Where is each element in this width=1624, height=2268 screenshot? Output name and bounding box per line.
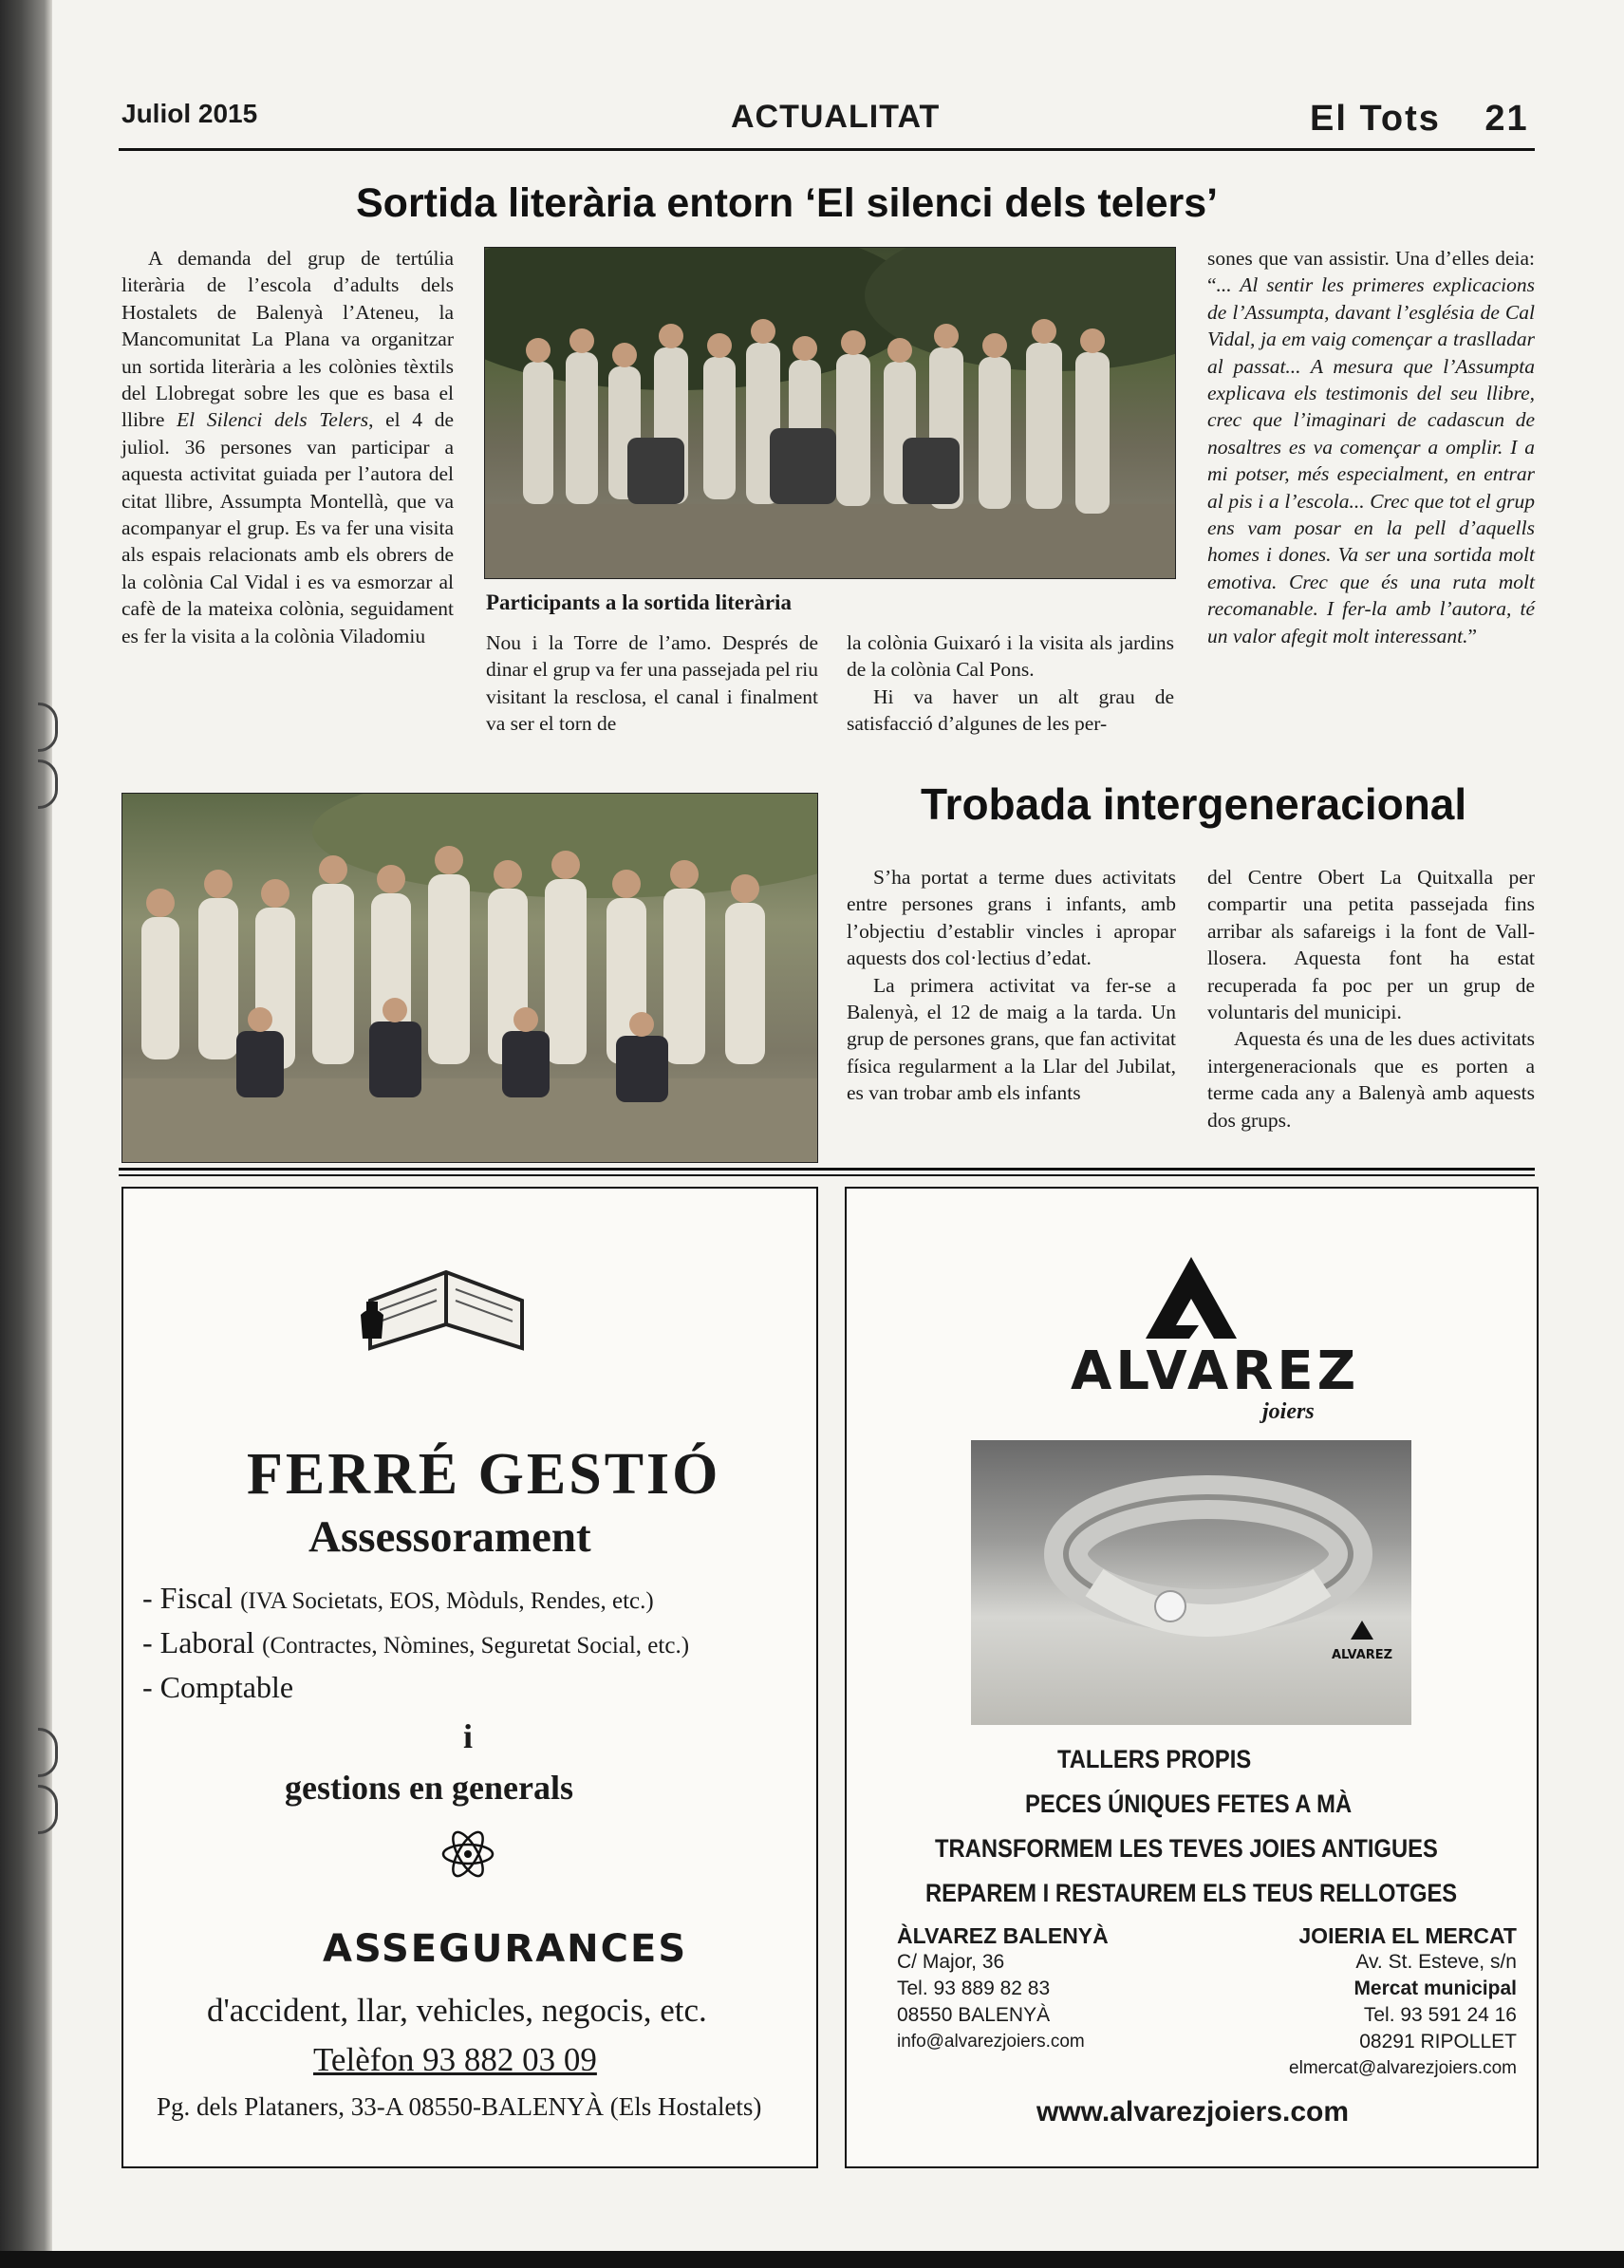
insurance-title: ASSEGURANCES — [323, 1927, 688, 1971]
slogan-2: PECES ÚNIQUES FETES A MÀ — [1025, 1790, 1353, 1818]
magazine-name — [1310, 99, 1529, 140]
ring-photo — [971, 1440, 1411, 1725]
article-1-text-a: A demanda del grup de tertúlia literària de l’escola d’adults dels Hostalets de Balenyà l’Ateneu, la Mancomunitat La Plana va organitzar un sortida literària a les colònies tèxtils del Llobregat sobre les que es basa el llibre — [121, 247, 454, 432]
ferre-phone: Telèfon 93 882 03 09 — [313, 2041, 597, 2078]
article-2-left-p2: La primera activitat va fer-se a Balenyà, el 12 de maig a la tarda. Un grup de persones grans, que fan activitat física regularment a la Llar del Jubilat, es van trobar amb els infants — [847, 973, 1176, 1105]
article-2-right-p2: Aquesta és una de les dues activitats intergeneracionals que es porten a terme cada any a Balenyà amb aquests dos grups. — [1207, 1027, 1535, 1132]
article-1-column-4 — [1207, 245, 1535, 649]
binding-hole — [38, 759, 58, 809]
alvarez-brand-sub: joiers — [1262, 1399, 1315, 1424]
shop-ripollet — [1198, 1922, 1517, 2082]
article-2-column-2 — [1207, 864, 1535, 1134]
page-bottom-edge — [0, 2251, 1624, 2268]
article-2-right-p1: del Centre Obert La Quitxalla per compartir una petita passejada fins arribar als safareigs i la font de Vall-llosera. Aquesta font ha estat recuperada fa poc per un grup de voluntaris del municipi. — [1207, 866, 1535, 1024]
quote-text: ... Al sentir les primeres explicacions de l’Assumpta, davant l’església de Cal Vidal, ja em vaig començar a traslladar al passat... A mesura que l’Assumpta explicava els testimonis del seu llibre, crec que l’imaginari de cadascun de nosaltres es va començar a omplir. I a mi potser, més especialment, en entrar al pis i a l’escola... Crec que tot el grup ens vam posar en la pell d’aquells homes i dones. Va ser una sortida molt emotiva. Crec que és una ruta molt recomanable. I fer-la amb l’autora, té un valor afegit molt interessant. — [1207, 273, 1535, 647]
service-fiscal — [142, 1581, 654, 1616]
article-2-photo — [121, 793, 818, 1163]
slogan-4: REPAREM I RESTAUREM ELS TEUS RELLOTGES — [925, 1879, 1458, 1907]
shop-email: info@alvarezjoiers.com — [897, 2032, 1085, 2052]
article-1-col3-p2: Hi va haver un alt grau de satisfacció d’algunes de les per- — [847, 684, 1174, 736]
ferre-gestio-name: FERRÉ GESTIÓ — [247, 1442, 721, 1507]
alvarez-logo-icon — [1144, 1255, 1239, 1340]
service-detail: (IVA Societats, EOS, Mòduls, Rendes, etc.) — [240, 1588, 654, 1614]
service-name: - Laboral — [142, 1625, 263, 1659]
shop-email: elmercat@alvarezjoiers.com — [1289, 2058, 1517, 2078]
quote-close: ” — [1467, 624, 1478, 647]
quote-intro: sones que van assistir. Una d’elles deia: “ — [1207, 247, 1535, 297]
page-number: 21 — [1484, 99, 1529, 139]
magazine-title: El Tots — [1310, 99, 1441, 139]
header-rule — [119, 148, 1535, 151]
atom-icon — [439, 1821, 496, 1887]
section-rule — [119, 1168, 1535, 1171]
article-1-text-b: , el 4 de juliol. 36 persones van participar a aquesta activitat guiada per l’autora del citat llibre, Assumpta Montellà, que va acompanyar el grup. Es va fer una visita als espais relacionats amb els obrers de la colònia Cal Vidal i es va esmorzar al cafè de la mateixa colònia, seguidament es fer la visita a la colònia Viladomiu — [121, 408, 455, 647]
alvarez-brand: ALVAREZ — [1071, 1340, 1360, 1402]
article-1-column-2 — [486, 629, 818, 738]
insurance-types: d'accident, llar, vehicles, negocis, etc. — [207, 1992, 707, 2029]
article-1-col3-text: la colònia Guixaró i la visita als jardins de la colònia Cal Pons. — [847, 631, 1174, 682]
service-comptable: - Comptable — [142, 1670, 294, 1704]
service-laboral — [142, 1625, 689, 1660]
ferre-address: Pg. dels Plataners, 33-A 08550-BALENYÀ (Els Hostalets) — [157, 2092, 762, 2121]
shop-city: 08291 RIPOLLET — [1359, 2031, 1517, 2052]
article-1-column-1 — [121, 245, 454, 649]
ferre-subtitle: Assessorament — [308, 1512, 591, 1562]
ring-logo-text: ALVAREZ — [1332, 1648, 1393, 1662]
shop-name: JOIERIA EL MERCAT — [1298, 1923, 1517, 1948]
alvarez-website[interactable]: www.alvarezjoiers.com — [1036, 2096, 1350, 2127]
service-detail: (Contractes, Nòmines, Seguretat Social, etc.) — [262, 1633, 690, 1659]
shop-place: Mercat municipal — [1353, 1977, 1517, 1999]
shop-street: C/ Major, 36 — [897, 1951, 1005, 1973]
binding-hole — [38, 703, 58, 752]
shop-street: Av. St. Esteve, s/n — [1355, 1951, 1517, 1973]
section-rule — [119, 1174, 1535, 1176]
photo-caption: Participants a la sortida literària — [486, 590, 792, 614]
section-title: ACTUALITAT — [731, 99, 941, 135]
group-photo-illustration — [485, 248, 1175, 578]
inkwell-icon — [353, 1296, 391, 1343]
shop-balenya — [897, 1922, 1109, 2055]
shop-phone: Tel. 93 889 82 83 — [897, 1977, 1051, 1999]
slogan-3: TRANSFORMEM LES TEVES JOIES ANTIGUES — [935, 1834, 1438, 1863]
ring-illustration — [971, 1440, 1411, 1725]
binding-hole — [38, 1728, 58, 1777]
binding-edge — [0, 0, 52, 2268]
service-name: - Fiscal — [142, 1581, 241, 1615]
article-2-column-1 — [847, 864, 1176, 1107]
slogan-1: TALLERS PROPIS — [1057, 1745, 1252, 1773]
binding-hole — [38, 1785, 58, 1834]
shop-name: ÀLVAREZ BALENYÀ — [897, 1923, 1109, 1948]
article-1-photo — [484, 247, 1176, 579]
article-2-left-p1: S’ha portat a terme dues activitats entre persones grans i infants, amb l’objectiu d’establir vincles i apropar aquests dos col·lectius d’edat. — [847, 866, 1176, 970]
shop-city: 08550 BALENYÀ — [897, 2004, 1051, 2026]
article-1-col2-text: Nou i la Torre de l’amo. Després de dinar el grup va fer una passejada pel riu visitant la resclosa, el canal i finalment va ser el torn de — [486, 631, 818, 736]
article-1-title: Sortida literària entorn ‘El silenci dels telers’ — [356, 180, 1219, 226]
conjunction: i — [463, 1717, 474, 1755]
group-photo-illustration — [122, 794, 817, 1162]
shop-phone: Tel. 93 591 24 16 — [1363, 2004, 1517, 2026]
issue-date: Juliol 2015 — [121, 99, 258, 128]
article-2-title: Trobada intergeneracional — [921, 779, 1467, 829]
gestions-generals: gestions en generals — [285, 1769, 573, 1807]
article-1-column-3 — [847, 629, 1174, 738]
book-title: El Silenci dels Telers — [177, 408, 369, 432]
